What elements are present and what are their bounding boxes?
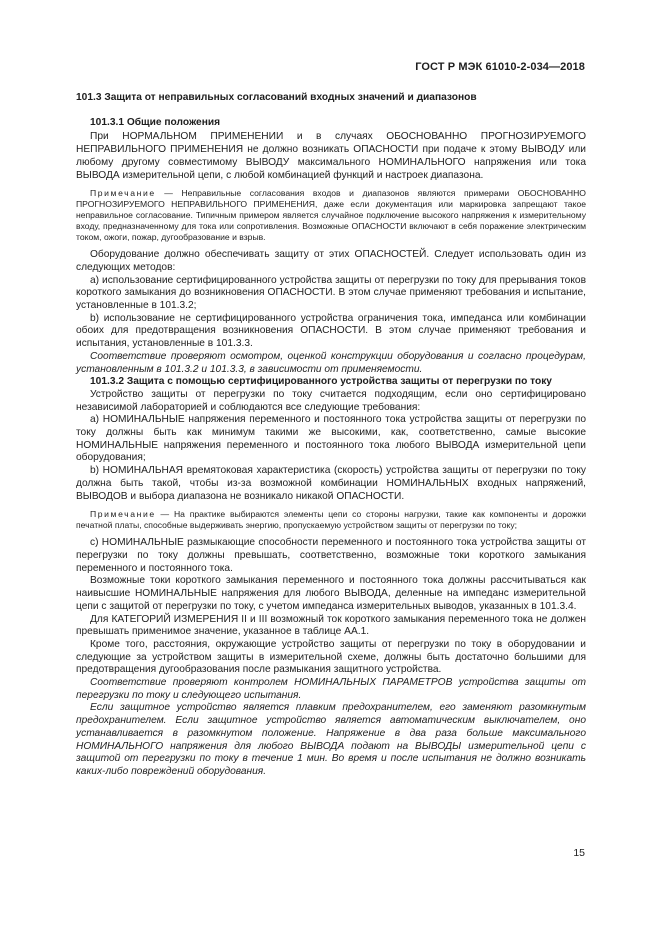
note-text: — На практике выбираются элементы цепи со стороны нагрузки, такие как компоненты и дорожки печатной платы, способные выдерживать энергию, пропускаемую устройством защиты от перегрузки по току; <box>76 509 586 531</box>
list-item: b) использование не сертифицированного устройства ограничения тока, импеданса или комбинации обоих для предотвращения возникновения ОПАСНОСТИ. В этом случае применяют требования и испытания, установленные в 101.3.3. <box>76 312 586 350</box>
note-text: — Неправильные согласования входов и диапазонов являются примерами ОБОСНОВАННО ПРОГНОЗИРУЕМОГО НЕПРАВИЛЬНОГО ПРИМЕНЕНИЯ, даже если документация или маркировка запрещают такое неправильное согласование. Типичным примером является случайное подключение высокого напряжения к измерительному входу, предназначенному для тока или сопротивления. Возможные ОПАСНОСТИ включают в себя поражение электрическим током, ожоги, пожар, дугообразование и взрыв. <box>76 188 586 243</box>
standard-header: ГОСТ Р МЭК 61010-2-034—2018 <box>415 61 585 73</box>
section-heading-101-3-1: 101.3.1 Общие положения <box>90 116 221 128</box>
list-item: b) НОМИНАЛЬНАЯ времятоковая характеристика (скорость) устройства защиты от перегрузки по току должна быть такой, чтобы из-за возможной комбинации НОМИНАЛЬНЫХ входных напряжений, ВЫВОДОВ и выбора диапазона не возникало никакой ОПАСНОСТИ. <box>76 465 586 502</box>
paragraph: Для КАТЕГОРИЙ ИЗМЕРЕНИЯ II и III возможный ток короткого замыкания переменного тока не должен превышать применимое значение, указанное в таблице АА.1. <box>76 613 586 638</box>
note <box>76 188 586 243</box>
paragraph: Устройство защиты от перегрузки по току считается подходящим, если оно сертифицировано независимой лабораторией и соблюдаются все следующие требования: <box>76 388 586 413</box>
test-procedure: Если защитное устройство является плавким предохранителем, его заменяют разомкнутым предохранителем. Если защитное устройство является автоматическим выключателем, оно устанавливается в разомкнутом положение. Напряжение в два раза больше максимального НОМИНАЛЬНОГО напряжения для любого ВЫВОДА подают на ВЫВОДЫ измерительной цепи с защитой от перегрузки по току в течение 1 мин. Во время и после испытания не должно возникать каких-либо повреждений оборудования. <box>76 702 586 777</box>
paragraph: При НОРМАЛЬНОМ ПРИМЕНЕНИИ и в случаях ОБОСНОВАННО ПРОГНОЗИРУЕМОГО НЕПРАВИЛЬНОГО ПРИМЕНЕНИЯ не должно возникать ОПАСНОСТИ при подаче к этому ВЫВОДУ или любому другому совместимому ВЫВОДУ максимального НОМИНАЛЬНОГО напряжения или тока ВЫВОДА измерительной цепи, с любой комбинацией функций и настроек диапазона. <box>76 131 586 181</box>
page-number: 15 <box>573 847 585 859</box>
note <box>76 509 586 531</box>
paragraph: Кроме того, расстояния, окружающие устройство защиты от перегрузки по току в оборудовании и следующие за устройством защиты в измерительной схеме, должны быть достаточно большими для предотвращения дугообразования после размыкания защитного устройства. <box>76 638 586 676</box>
list-item: a) использование сертифицированного устройства защиты от перегрузки по току для прерывания токов короткого замыкания до возникновения ОПАСНОСТИ. В этом случае применяют требования и испытание, установленные в 101.3.2; <box>76 274 586 312</box>
page-content <box>76 92 586 779</box>
compliance-statement: Соответствие проверяют осмотром, оценкой конструкции оборудования и согласно процедурам, установленным в 101.3.2 и 101.3.3, в зависимости от применяемости. <box>76 350 586 375</box>
section-heading-101-3: 101.3 Защита от неправильных согласований входных значений и диапазонов <box>76 92 477 103</box>
note-label: Примечание <box>90 509 156 520</box>
list-item: a) НОМИНАЛЬНЫЕ напряжения переменного и постоянного тока устройства защиты от перегрузки по току должны быть как минимум такими же высокими, как, соответственно, самые высокие НОМИНАЛЬНЫЕ напряжения переменного и постоянного тока любого ВЫВОДА измерительной цепи оборудования; <box>76 414 586 464</box>
section-heading-101-3-2: 101.3.2 Защита с помощью сертифицированного устройства защиты от перегрузки по току <box>90 376 552 388</box>
paragraph: Оборудование должно обеспечивать защиту от этих ОПАСНОСТЕЙ. Следует использовать один из следующих методов: <box>76 249 586 273</box>
compliance-statement: Соответствие проверяют контролем НОМИНАЛЬНЫХ ПАРАМЕТРОВ устройства защиты от перегрузки по току и следующего испытания. <box>76 677 586 701</box>
paragraph: Возможные токи короткого замыкания переменного и постоянного тока должны рассчитываться как наивысшие НОМИНАЛЬНЫЕ напряжения для любого ВЫВОДА, деленные на импеданс измерительной цепи с защитой от перегрузки по току, с учетом импеданса измерительных выводов, указанных в 101.3.4. <box>76 575 586 612</box>
note-label: Примечание <box>90 188 156 199</box>
list-item: c) НОМИНАЛЬНЫЕ размыкающие способности переменного и постоянного тока устройства защиты от перегрузки по току должны превышать, соответственно, возможные токи короткого замыкания переменного и постоянного тока. <box>76 537 586 574</box>
